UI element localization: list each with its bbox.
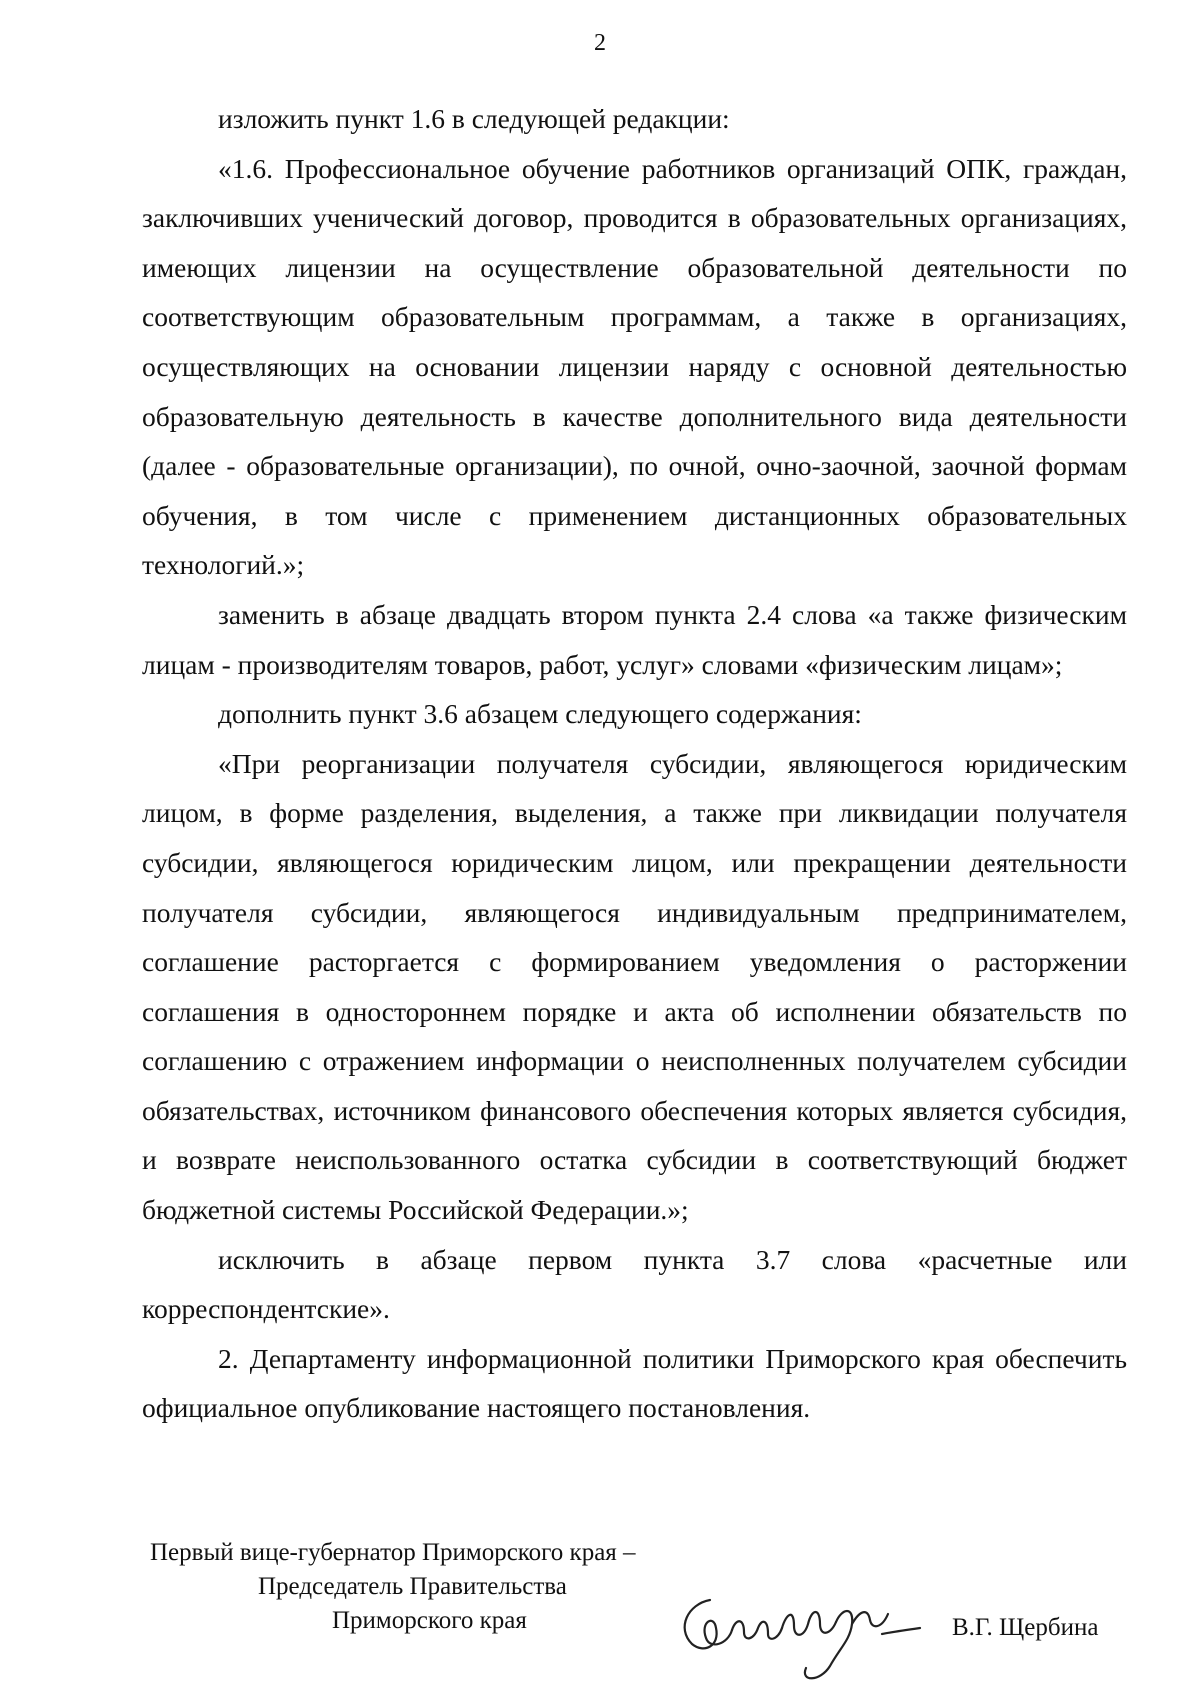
handwritten-signature: [670, 1578, 940, 1688]
page-number: 2: [594, 30, 606, 56]
paragraph-amend-1-6-intro: изложить пункт 1.6 в следующей редакции:: [218, 103, 730, 134]
signer-position-line-2: Председатель Правительства: [258, 1573, 567, 1600]
paragraph-amend-3-7: исключить в абзаце первом пункта 3.7 слова «расчетные или корреспондентские».: [142, 1243, 1127, 1325]
signer-position-line-1: Первый вице-губернатор Приморского края –: [150, 1539, 636, 1566]
paragraph-3-6-new-text: «При реорганизации получателя субсидии, являющегося юридическим лицом, в форме разделения, выделения, а также при ликвидации получателя субсидии, являющегося юридическим лицом, или прекращении деятельности получателя субсидии, являющегося индивидуальным предпринимателем, соглашение расторгается с формированием уведомления о расторжении соглашения в одностороннем порядке и акта об исполнении обязательств по соглашению с отражением информации о неисполненных получателем субсидии обязательствах, источником финансового обеспечения которых является субсидия, и возврате неиспользованного остатка субсидии в соответствующий бюджет бюджетной системы Российской Федерации.»;: [142, 747, 1127, 1226]
paragraph-1-6-new-text: «1.6. Профессиональное обучение работников организаций ОПК, граждан, заключивших ученический договор, проводится в образовательных организациях, имеющих лицензии на осуществление образовательной деятельности по соответствующим образовательным программам, а также в организациях, осуществляющих на основании лицензии наряду с основной деятельностью образовательную деятельность в качестве дополнительного вида деятельности (далее - образовательные организации), по очной, очно-заочной, заочной формам обучения, в том числе с применением дистанционных образовательных технологий.»;: [142, 152, 1127, 581]
paragraph-amend-3-6-intro: дополнить пункт 3.6 абзацем следующего содержания:: [218, 698, 862, 730]
document-body: [142, 94, 1127, 1433]
paragraph-item-2: 2. Департаменту информационной политики Приморского края обеспечить официальное опубликование настоящего постановления.: [142, 1342, 1127, 1424]
signature-title-block: [150, 1536, 710, 1638]
paragraph-amend-2-4: заменить в абзаце двадцать втором пункта 2.4 слова «а также физическим лицам - производителям товаров, работ, услуг» словами «физическим лицам»;: [142, 598, 1127, 680]
signer-name: В.Г. Щербина: [952, 1614, 1099, 1641]
signer-position-line-3: Приморского края: [332, 1607, 527, 1634]
